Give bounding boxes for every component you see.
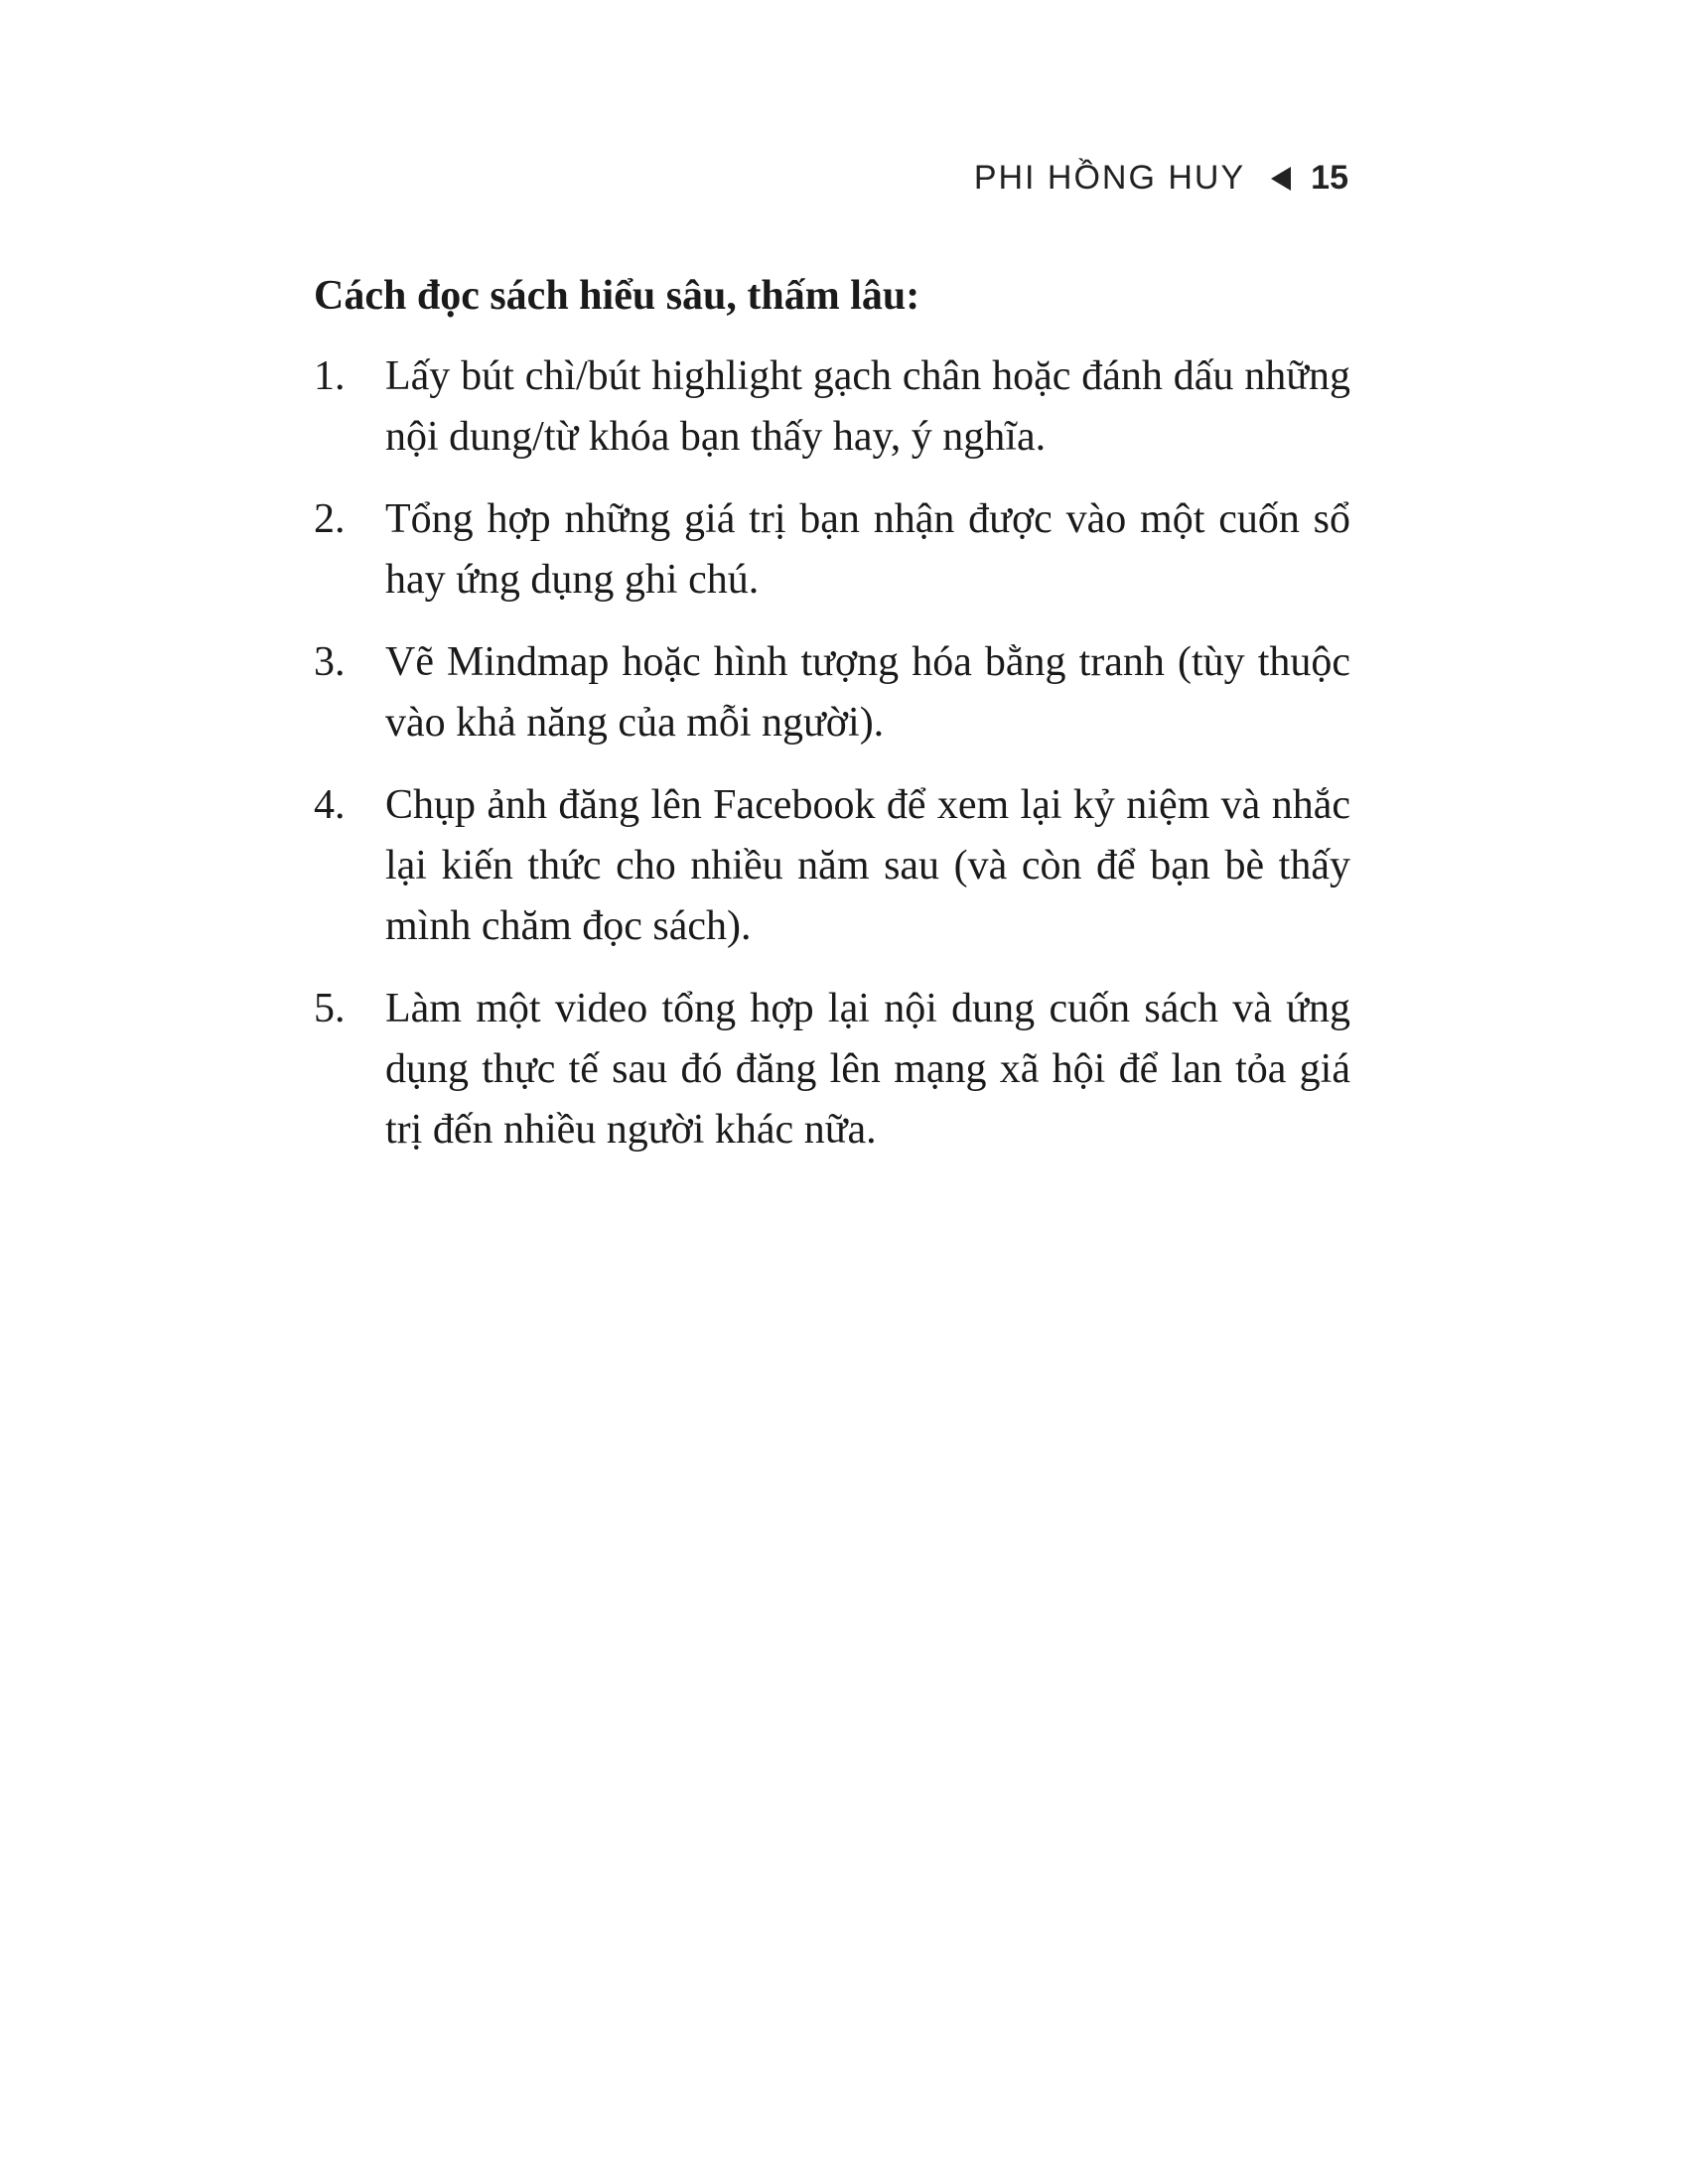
section-heading: Cách đọc sách hiểu sâu, thấm lâu:: [314, 273, 920, 319]
list-item-number: 2.: [314, 496, 346, 542]
author-name: PHI HỒNG HUY: [973, 159, 1246, 197]
list-item: [314, 979, 1350, 1160]
list-item-number: 1.: [314, 353, 346, 399]
list-item-text: Vẽ Mindmap hoặc hình tượng hóa bằng tranh (tùy thuộc vào khả năng của mỗi người).: [385, 639, 1350, 746]
page-content: [314, 266, 1350, 1182]
list-item-number: 5.: [314, 986, 346, 1031]
list-item-number: 3.: [314, 639, 346, 685]
list-item-text: Làm một video tổng hợp lại nội dung cuốn sách và ứng dụng thực tế sau đó đăng lên mạng xã hội để lan tỏa giá trị đến nhiều người khác nữa.: [385, 986, 1350, 1153]
list-item-text: Tổng hợp những giá trị bạn nhận được vào một cuốn sổ hay ứng dụng ghi chú.: [385, 496, 1350, 603]
steps-list: [314, 346, 1350, 1160]
list-item: [314, 632, 1350, 753]
list-item-text: Chụp ảnh đăng lên Facebook để xem lại kỷ niệm và nhắc lại kiến thức cho nhiều năm sau (và còn để bạn bè thấy mình chăm đọc sách).: [385, 782, 1350, 949]
list-item-text: Lấy bút chì/bút highlight gạch chân hoặc đánh dấu những nội dung/từ khóa bạn thấy hay, ý nghĩa.: [385, 353, 1350, 460]
list-item: [314, 346, 1350, 468]
running-header: [974, 159, 1348, 198]
left-triangle-icon: [1271, 167, 1291, 191]
list-item: [314, 775, 1350, 957]
page-number: 15: [1311, 159, 1348, 197]
list-item: [314, 489, 1350, 611]
list-item-number: 4.: [314, 782, 346, 828]
